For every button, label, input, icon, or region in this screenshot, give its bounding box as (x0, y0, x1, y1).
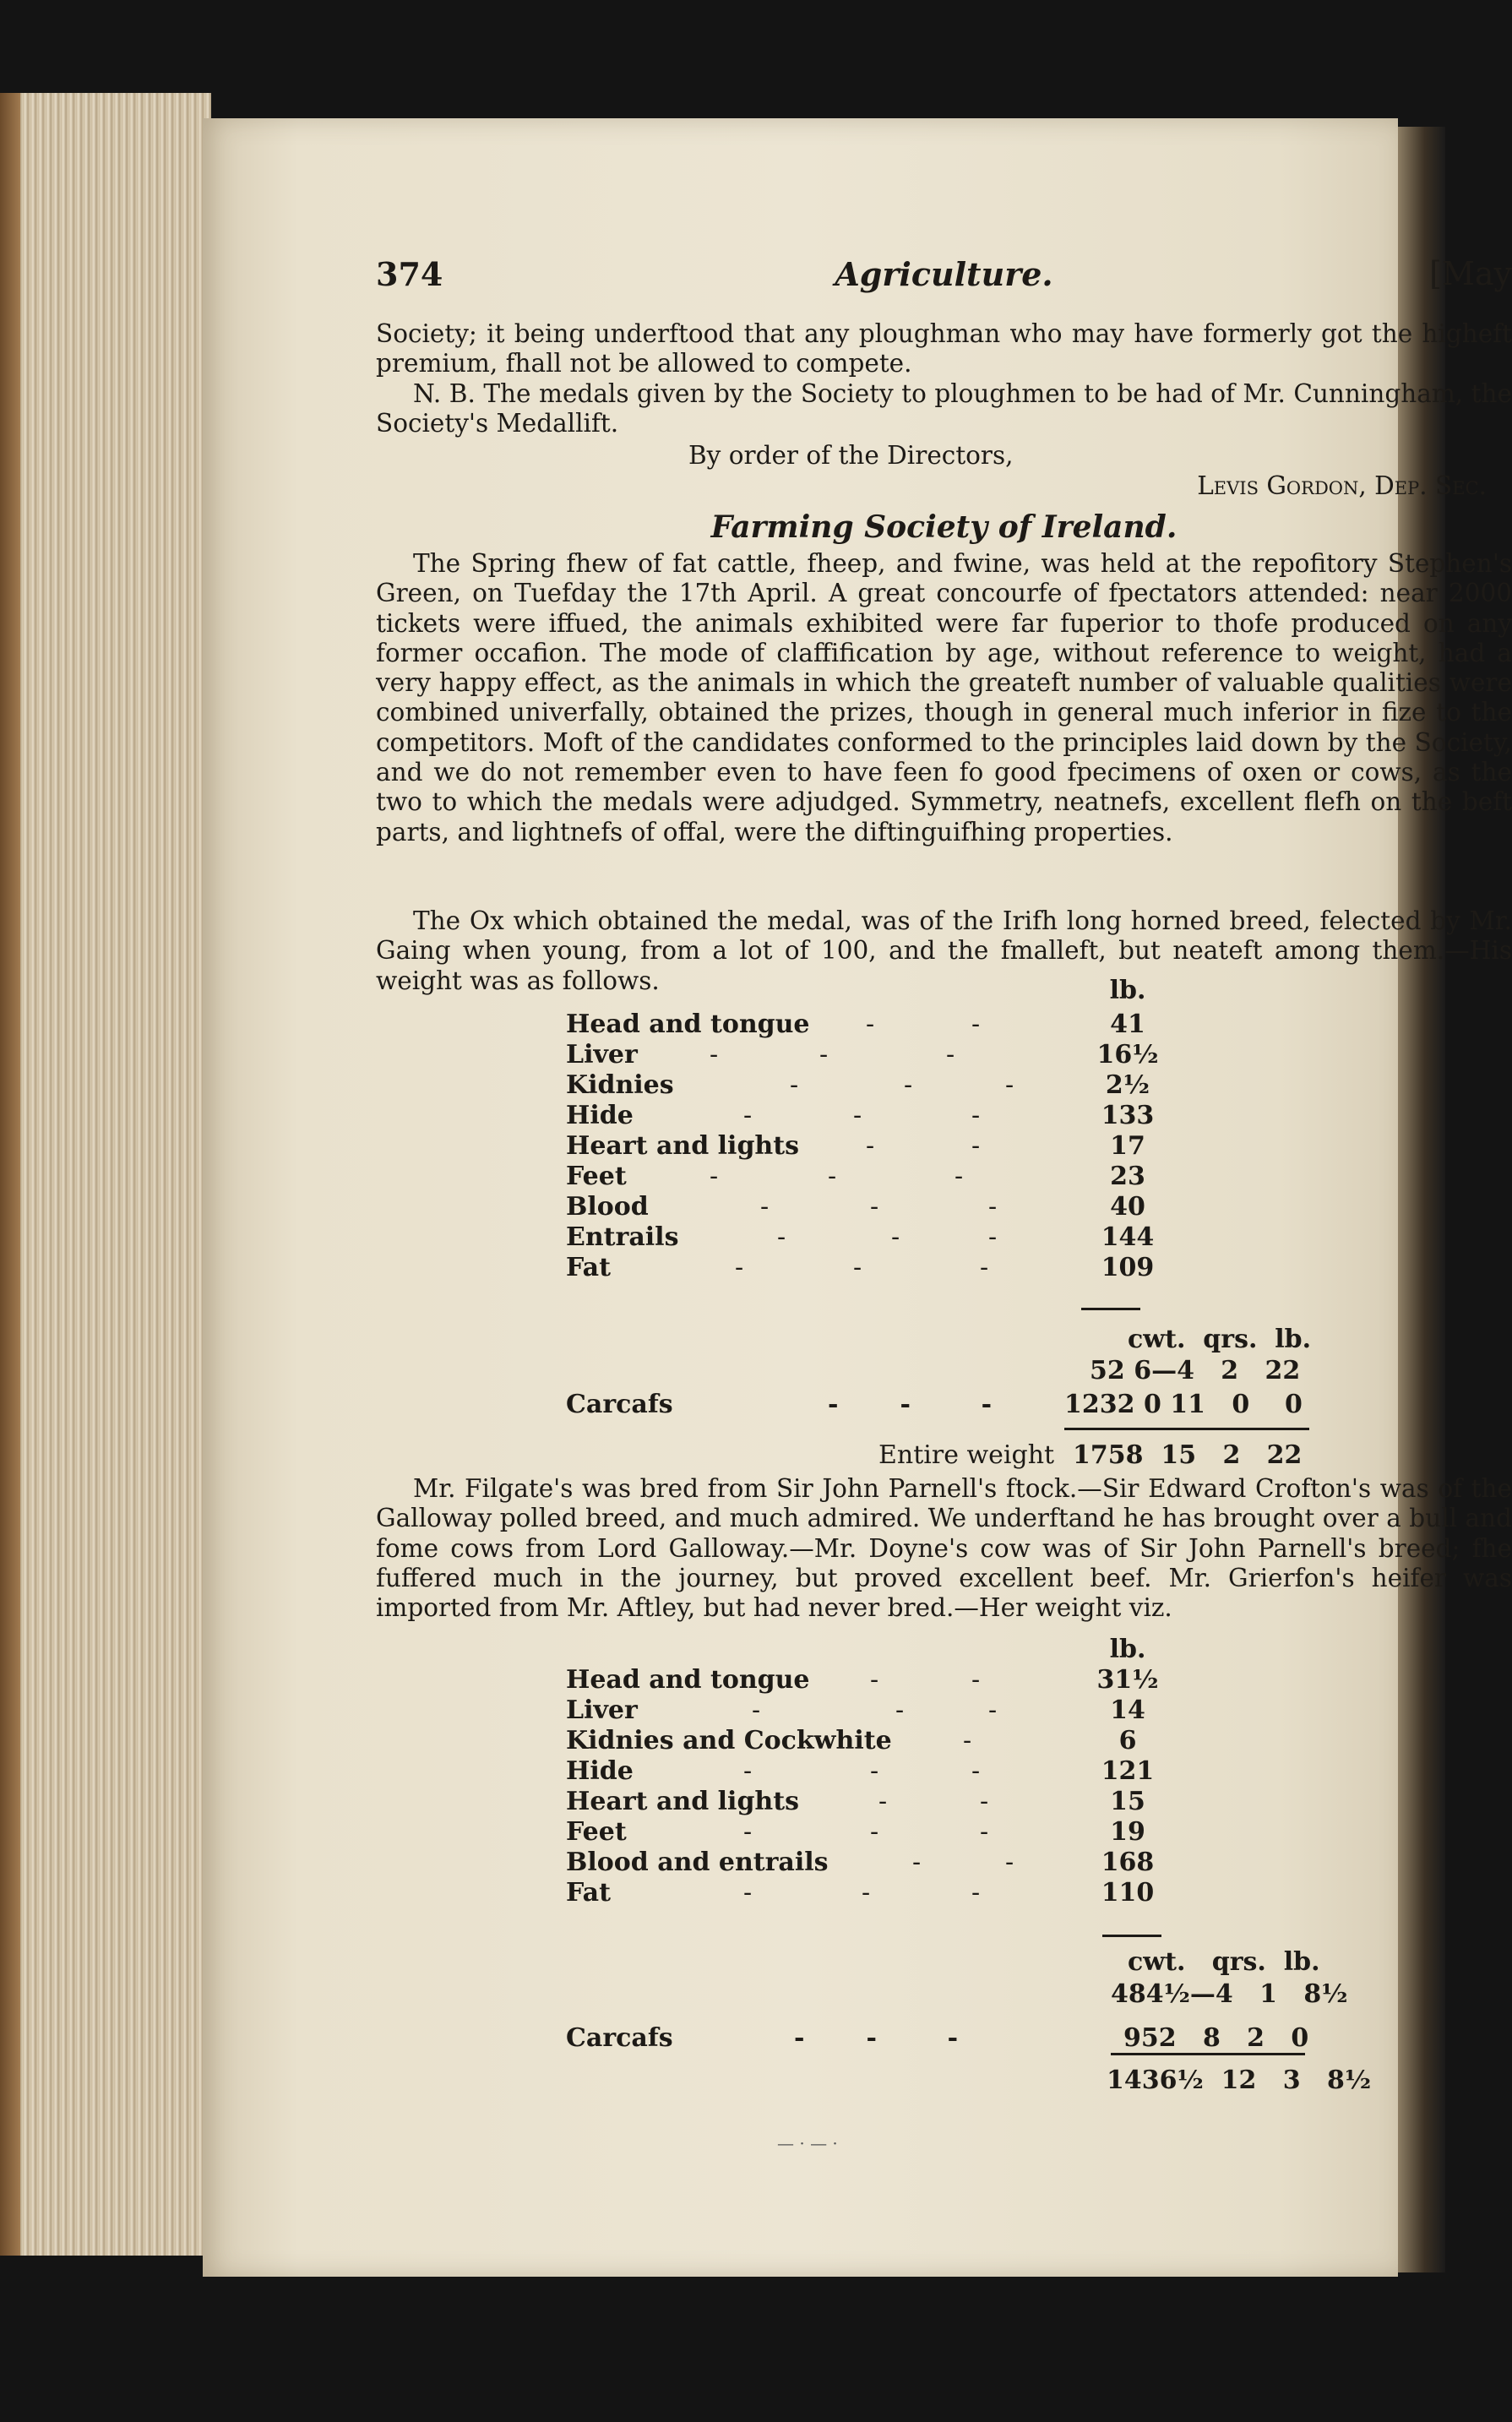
intro-paragraph-2: N. B. The medals given by the Society to ploughmen to be had of Mr. Cunningham, the Society's Medallift. (376, 379, 1512, 438)
carcass-label: Carcafs (566, 2023, 673, 2053)
unit-label: lb. (1109, 976, 1146, 1005)
signature: Levis Gordon, Dep. Sec. (1197, 471, 1487, 500)
carcass-values: 1232 0 11 0 0 (1064, 1390, 1303, 1419)
sum-header: cwt. qrs. lb. (1128, 1325, 1312, 1354)
order-line: By order of the Directors, (688, 441, 1014, 470)
total-rule (1111, 2053, 1305, 2055)
table-row: Liver - - - 16½ (566, 1040, 1159, 1069)
table-row: Head and tongue - - 31½ (566, 1665, 1159, 1695)
table-row: Blood - - - 40 (566, 1192, 1145, 1222)
page-end-mark: — · — · (777, 2133, 838, 2153)
table-row: Heart and lights - - 15 (566, 1787, 1145, 1816)
table-row: Kidnies - - - 2½ (566, 1070, 1150, 1100)
weight-table-heifer (566, 1635, 1259, 1908)
paragraph-spring-show: The Spring fhew of fat cattle, fheep, and fwine, was held at the repofitory Stephen's Green, on Tuefday the 17th April. A great concourfe of fpectators attended: near 2000 tickets were iffued, the animals exhibited were far fuperior to thofe produced on any former occafion. The mode of claffification by age, without reference to weight, had a very happy effect, as the animals in which the greateft number of valuable qualities were combined univerfally, obtained the prizes, though in general much inferior in fize to the competitors. Moft of the candidates conformed to the principles laid down by the Society, and we do not remember even to have feen fo good fpecimens of oxen or cows, as the two to which the medals were adjudged. Symmetry, neatnefs, excellent flefh on the beft parts, and lightnefs of offal, were the diftinguifhing properties. (376, 549, 1512, 846)
table-row: Hide - - - 133 (566, 1101, 1155, 1130)
intro-paragraph-1: Society; it being underftood that any ploughman who may have formerly got the higheft premium, fhall not be allowed to compete. (376, 319, 1512, 378)
entire-weight-values: 1758 15 2 22 (1073, 1440, 1303, 1470)
carcass-dashes: - - - (794, 2023, 959, 2053)
sum-rule (1081, 1308, 1140, 1310)
carcass-dashes: - - - (828, 1390, 993, 1419)
total-rule (1064, 1428, 1309, 1430)
book-cover-edge (0, 93, 20, 2256)
page-number: 374 (376, 255, 443, 293)
table-row: Hide - - - 121 (566, 1756, 1155, 1786)
table-row: Blood and entrails - - 168 (566, 1848, 1155, 1877)
table-row: Head and tongue - - 41 (566, 1010, 1145, 1039)
table-row: Fat - - - 110 (566, 1878, 1155, 1908)
carcass-values: 952 8 2 0 (1123, 2023, 1309, 2053)
weight-table-ox (566, 976, 1259, 1283)
table-row: Feet - - - 23 (566, 1162, 1145, 1191)
table-row: Fat - - - 109 (566, 1253, 1155, 1282)
paragraph-filgate: Mr. Filgate's was bred from Sir John Parnell's ftock.—Sir Edward Crofton's was of the Galloway polled breed, and much admired. We underftand he has brought over a bull and fome cows from Lord Galloway.—Mr. Doyne's cow was of Sir John Parnell's breed; fhe fuffered much in the journey, but proved excellent beef. Mr. Grierfon's heifer was imported from Mr. Aftley, but had never bred.—Her weight viz. (376, 1474, 1512, 1623)
book-page (203, 118, 1512, 2277)
entire-weight-label: Entire weight (878, 1440, 1055, 1470)
running-month: [May (1429, 255, 1512, 292)
unit-label: lb. (1109, 1635, 1146, 1664)
running-title: Agriculture. (835, 255, 1053, 293)
sum-line: 484½—4 1 8½ (1111, 1979, 1348, 2009)
book-page-edges (0, 93, 211, 2256)
paragraph-ox: The Ox which obtained the medal, was of the Irifh long horned breed, felected by Mr. Gaing when young, from a lot of 100, and the fmalleft, but neateft among them.—His weight was as follows. (376, 906, 1512, 995)
carcass-label: Carcafs (566, 1390, 673, 1419)
total-values: 1436½ 12 3 8½ (1107, 2066, 1372, 2095)
table-row: Liver - - - 14 (566, 1695, 1145, 1725)
table-row: Entrails - - - 144 (566, 1222, 1155, 1252)
sum-line: 52 6—4 2 22 (1090, 1356, 1301, 1385)
section-title: Farming Society of Ireland. (710, 509, 1178, 545)
table-row: Kidnies and Cockwhite - 6 (566, 1726, 1137, 1755)
sum-rule (1102, 1935, 1161, 1937)
table-row: Feet - - - 19 (566, 1817, 1145, 1847)
running-header (376, 255, 1512, 296)
table-row: Heart and lights - - 17 (566, 1131, 1145, 1161)
sum-header: cwt. qrs. lb. (1128, 1947, 1320, 1977)
